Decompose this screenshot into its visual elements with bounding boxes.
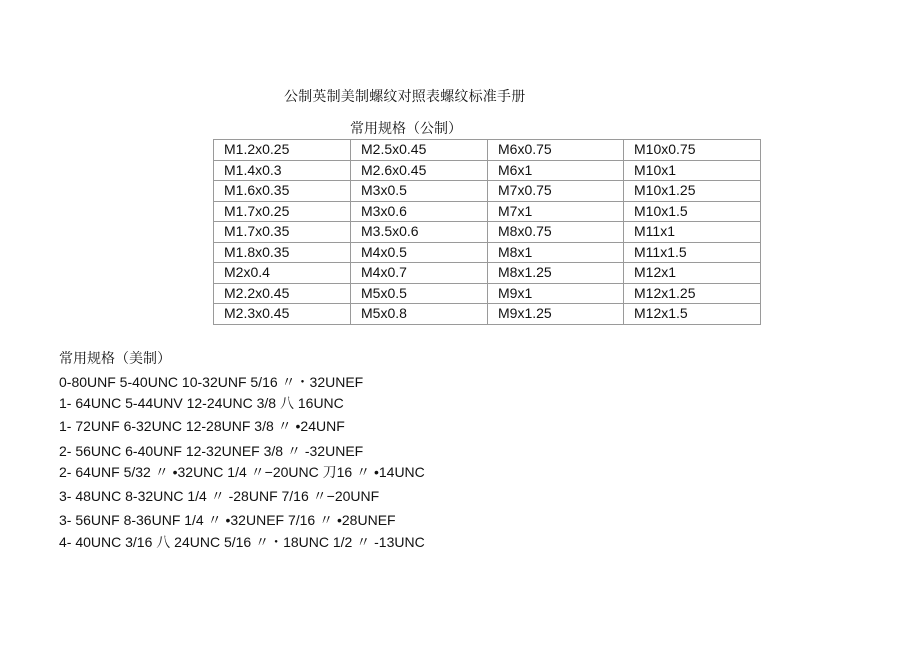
table-cell: M5x0.5 [351, 283, 488, 304]
table-cell: M3.5x0.6 [351, 222, 488, 243]
table-cell: M8x1.25 [488, 263, 624, 284]
table-cell: M12x1.5 [624, 304, 761, 325]
us-spec-line: 4- 40UNC 3/16 八 24UNC 5/16 〃・18UNC 1/2 〃 -13UNC [59, 534, 425, 550]
us-spec-line: 3- 56UNF 8-36UNF 1/4 〃 •32UNEF 7/16 〃 •28UNEF [59, 512, 396, 528]
table-row [214, 263, 761, 284]
table-cell: M4x0.7 [351, 263, 488, 284]
table-cell: M1.7x0.35 [214, 222, 351, 243]
table-cell: M10x1.25 [624, 181, 761, 202]
table-cell: M7x0.75 [488, 181, 624, 202]
table-cell: M9x1 [488, 283, 624, 304]
us-spec-line: 0-80UNF 5-40UNC 10-32UNF 5/16 〃・32UNEF [59, 374, 364, 390]
table-cell: M10x1 [624, 160, 761, 181]
table-row [214, 222, 761, 243]
table-cell: M1.8x0.35 [214, 242, 351, 263]
table-cell: M4x0.5 [351, 242, 488, 263]
table-row [214, 160, 761, 181]
table-cell: M11x1 [624, 222, 761, 243]
us-spec-line: 1- 72UNF 6-32UNC 12-28UNF 3/8 〃 •24UNF [59, 418, 345, 434]
table-cell: M8x0.75 [488, 222, 624, 243]
table-cell: M7x1 [488, 201, 624, 222]
us-spec-caption: 常用规格（美制） [59, 351, 171, 367]
metric-spec-caption: 常用规格（公制） [350, 121, 462, 137]
table-cell: M6x0.75 [488, 140, 624, 161]
us-spec-line: 2- 56UNC 6-40UNF 12-32UNEF 3/8 〃 -32UNEF [59, 443, 364, 459]
table-row [214, 181, 761, 202]
table-cell: M12x1 [624, 263, 761, 284]
table-row [214, 304, 761, 325]
us-spec-line: 2- 64UNF 5/32 〃 •32UNC 1/4 〃−20UNC 刀16 〃 •14UNC [59, 464, 425, 480]
metric-thread-table [213, 139, 761, 325]
table-cell: M2.3x0.45 [214, 304, 351, 325]
table-cell: M1.2x0.25 [214, 140, 351, 161]
table-cell: M5x0.8 [351, 304, 488, 325]
table-cell: M10x1.5 [624, 201, 761, 222]
table-row [214, 242, 761, 263]
us-spec-line: 3- 48UNC 8-32UNC 1/4 〃 -28UNF 7/16 〃−20UNF [59, 488, 380, 504]
table-row [214, 140, 761, 161]
table-cell: M6x1 [488, 160, 624, 181]
table-cell: M3x0.5 [351, 181, 488, 202]
table-cell: M12x1.25 [624, 283, 761, 304]
table-row [214, 201, 761, 222]
table-cell: M1.7x0.25 [214, 201, 351, 222]
document-title: 公制英制美制螺纹对照表螺纹标准手册 [284, 89, 526, 105]
table-cell: M10x0.75 [624, 140, 761, 161]
table-cell: M2.6x0.45 [351, 160, 488, 181]
table-cell: M2.2x0.45 [214, 283, 351, 304]
table-cell: M11x1.5 [624, 242, 761, 263]
table-cell: M8x1 [488, 242, 624, 263]
us-spec-line: 1- 64UNC 5-44UNV 12-24UNC 3/8 八 16UNC [59, 395, 344, 411]
table-cell: M3x0.6 [351, 201, 488, 222]
table-cell: M9x1.25 [488, 304, 624, 325]
table-cell: M2x0.4 [214, 263, 351, 284]
table-cell: M2.5x0.45 [351, 140, 488, 161]
table-cell: M1.4x0.3 [214, 160, 351, 181]
table-row [214, 283, 761, 304]
table-cell: M1.6x0.35 [214, 181, 351, 202]
